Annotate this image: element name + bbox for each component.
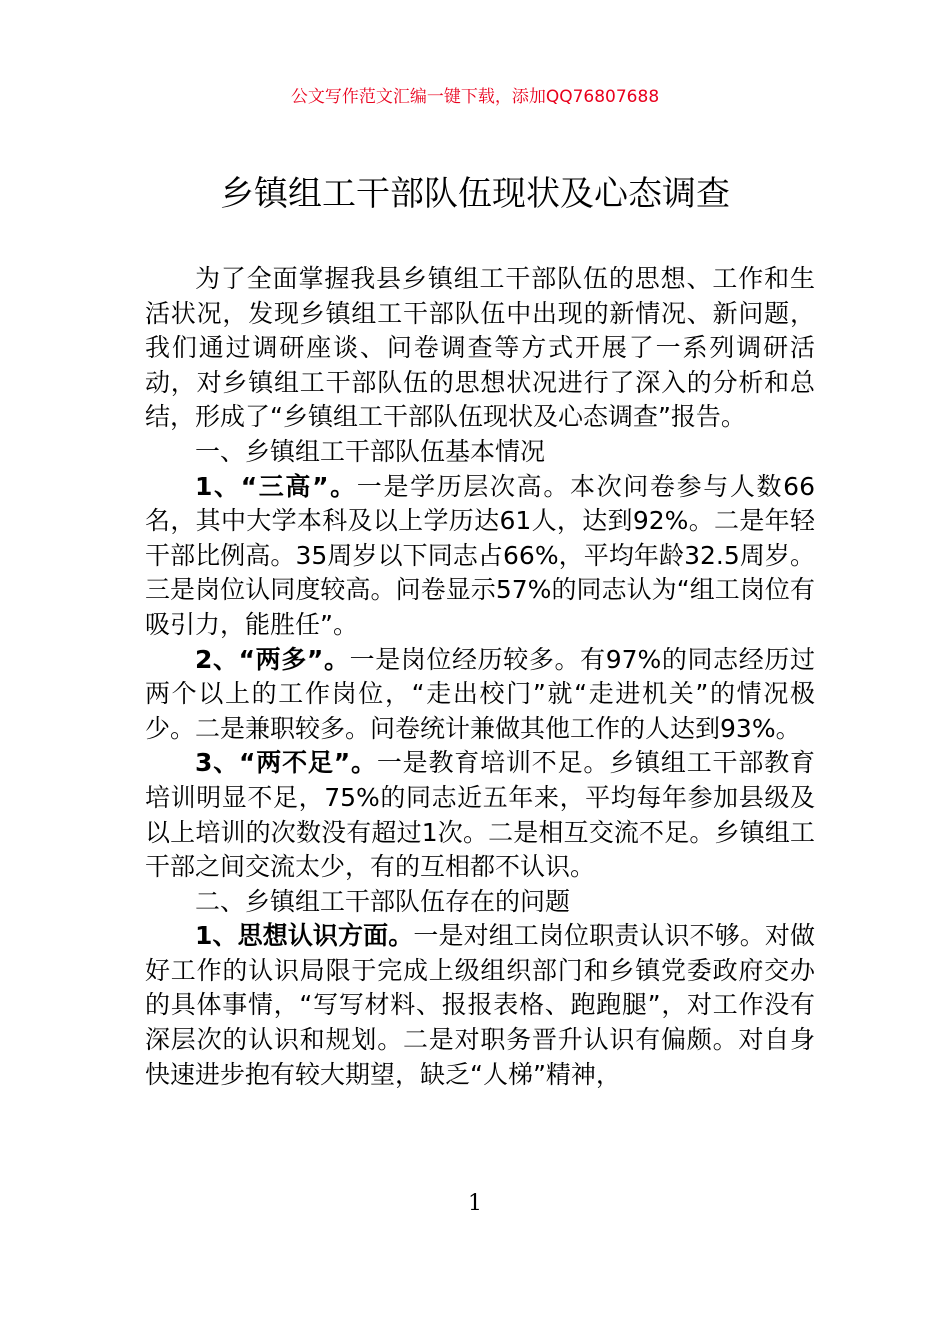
item-lead-2: 2、“两多”。 [195, 644, 350, 674]
item-paragraph-3 [145, 746, 815, 884]
document-title: 乡镇组工干部队伍现状及心态调查 [220, 174, 730, 214]
section-heading-2: 二、乡镇组工干部队伍存在的问题 [195, 886, 571, 916]
item-lead-1: 1、“三高”。 [195, 471, 357, 501]
item-paragraph-4 [145, 919, 815, 1092]
document-body [145, 262, 815, 1092]
item-lead-3: 3、“两不足”。 [195, 748, 377, 778]
intro-paragraph: 为了全面掌握我县乡镇组工干部队伍的思想、工作和生活状况，发现乡镇组工干部队伍中出现的新情况、新问题，我们通过调研座谈、问卷调查等方式开展了一系列调研活动，对乡镇组工干部队伍的思想状况进行了深入的分析和总结，形成了“乡镇组工干部队伍现状及心态调查”报告。 [145, 264, 815, 432]
section-heading-1: 一、乡镇组工干部队伍基本情况 [195, 436, 546, 466]
page-number: 1 [468, 1191, 482, 1216]
item-paragraph-2 [145, 643, 815, 747]
download-banner: 公文写作范文汇编一键下载，添加QQ76807688 [290, 87, 660, 107]
item-lead-4: 1、思想认识方面。 [195, 921, 414, 951]
item-text-1: 一是学历层次高。本次问卷参与人数66名，其中大学本科及以上学历达61人，达到92%。二是年轻干部比例高。35周岁以下同志占66%，平均年龄32.5周岁。三是岗位认同度较高。问卷显示57%的同志认为“组工岗位有吸引力，能胜任”。 [145, 471, 815, 639]
item-paragraph-1 [145, 470, 815, 643]
item-text-3: 一是教育培训不足。乡镇组工干部教育培训明显不足，75%的同志近五年来，平均每年参加县级及以上培训的次数没有超过1次。二是相互交流不足。乡镇组工干部之间交流太少，有的互相都不认识。 [145, 748, 815, 882]
item-text-2: 一是岗位经历较多。有97%的同志经历过两个以上的工作岗位，“走出校门”就“走进机关”的情况极少。二是兼职较多。问卷统计兼做其他工作的人达到93%。 [145, 644, 815, 743]
item-text-4: 一是对组工岗位职责认识不够。对做好工作的认识局限于完成上级组织部门和乡镇党委政府交办的具体事情，“写写材料、报报表格、跑跑腿”，对工作没有深层次的认识和规划。二是对职务晋升认识有偏颇。对自身快速进步抱有较大期望，缺乏“人梯”精神， [145, 921, 815, 1089]
